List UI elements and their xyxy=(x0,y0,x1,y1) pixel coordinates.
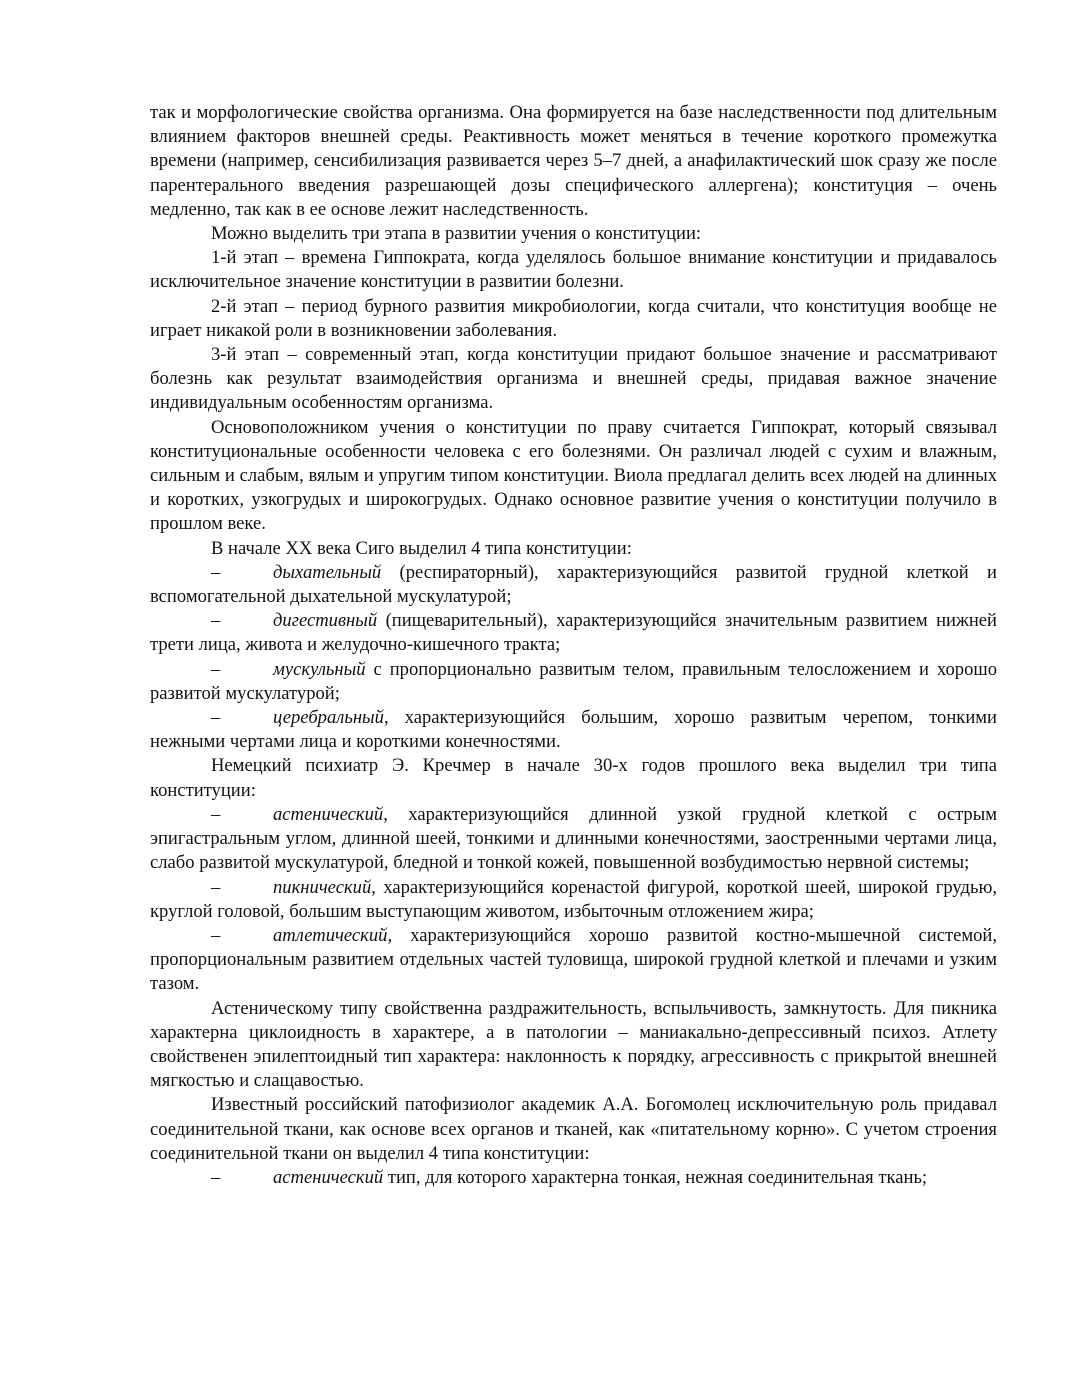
paragraph: Можно выделить три этапа в развитии учения о конституции: xyxy=(211,223,702,245)
list-item xyxy=(150,803,997,876)
list-text: (респираторный), характеризующийся развитой грудной клеткой и вспомогательной дыхательной мускулатурой; xyxy=(150,561,997,608)
paragraph: 1-й этап – времена Гиппократа, когда уделялось большое внимание конституции и придавалось исключительное значение конституции в развитии болезни. xyxy=(150,247,997,293)
list-text: тип, для которого характерна тонкая, нежная соединительная ткань; xyxy=(383,1166,928,1188)
dash-marker: – xyxy=(211,610,221,632)
list-text: , характеризующийся коренастой фигурой, короткой шеей, широкой грудью, круглой головой, большим выступающим животом, избыточным отложением жира; xyxy=(150,876,997,922)
dash-marker: – xyxy=(211,561,221,583)
list-item xyxy=(150,876,997,924)
list-term: дигестивный xyxy=(273,610,378,632)
list-text: , характеризующийся большим, хорошо развитым черепом, тонкими нежными чертами лица и короткими конечностями. xyxy=(150,707,997,753)
list-term: мускульный xyxy=(273,658,366,680)
dash-marker: – xyxy=(211,876,221,898)
list-term: атлетический, xyxy=(273,924,393,946)
list-term: пикнический xyxy=(273,876,372,898)
list-item xyxy=(150,609,997,657)
list-text: , характеризующийся длинной узкой грудной клеткой с острым эпигастральным углом, длинной шеей, тонкими и длинными конечностями, заостренными чертами лица, слабо развитой мускулатурой, бледной и тонкой кожей, повышенной возбудимостью нервной системы; xyxy=(150,803,997,874)
list-term: дыхательный xyxy=(273,561,382,583)
list-item xyxy=(150,924,997,997)
paragraph: В начале XX века Сиго выделил 4 типа конституции: xyxy=(211,537,632,559)
list-term: астенический xyxy=(273,803,384,825)
dash-marker: – xyxy=(211,658,221,680)
list-term: астенический xyxy=(273,1166,384,1188)
list-item xyxy=(150,658,997,706)
dash-marker: – xyxy=(211,1166,221,1188)
paragraph: так и морфологические свойства организма. Она формируется на базе наследственности под длительным влиянием факторов внешней среды. Реактивность может меняться в течение короткого промежутка времени (например, сенсибилизация развивается через 5–7 дней, а анафилактический шок сразу же после парентерального введения разрешающей дозы специфического аллергена); конституция – очень медленно, так как в ее основе лежит наследственность. xyxy=(150,102,997,220)
list-text: (пищеварительный), характеризующийся значительным развитием нижней трети лица, живота и желудочно-кишечного тракта; xyxy=(150,610,997,656)
list-text: с пропорционально развитым телом, правильным телосложением и хорошо развитой мускулатурой; xyxy=(150,658,997,704)
dash-marker: – xyxy=(211,803,221,825)
paragraph: 2-й этап – период бурного развития микробиологии, когда считали, что конституция вообще не играет никакой роли в возникновении заболевания. xyxy=(150,295,997,341)
dash-marker: – xyxy=(211,924,221,946)
list-text: характеризующийся хорошо развитой костно-мышечной системой, пропорциональным развитием отдельных частей туловища, широкой грудной клеткой и плечами и узким тазом. xyxy=(150,924,997,995)
paragraph: 3-й этап – современный этап, когда конституции придают большое значение и рассматривают болезнь как результат взаимодействия организма и внешней среды, придавая важное значение индивидуальным особенностям организма. xyxy=(150,344,997,414)
paragraph: Астеническому типу свойственна раздражительность, вспыльчивость, замкнутость. Для пикника характерна циклоидность в характере, а в патологии – маниакально-депрессивный психоз. Атлету свойственен эпилептоидный тип характера: наклонность к порядку, агрессивность с прикрытой внешней мягкостью и слащавостью. xyxy=(150,997,997,1092)
paragraph: Немецкий психиатр Э. Кречмер в начале 30-х годов прошлого века выделил три типа конституции: xyxy=(150,755,997,801)
paragraph: Известный российский патофизиолог академик А.А. Богомолец исключительную роль придавал соединительной ткани, как основе всех органов и тканей, как «питательному корню». С учетом строения соединительной ткани он выделил 4 типа конституции: xyxy=(150,1094,997,1164)
list-item xyxy=(150,706,997,754)
list-term: церебральный xyxy=(273,707,384,729)
list-item xyxy=(150,561,997,609)
dash-marker: – xyxy=(211,707,221,729)
document-page xyxy=(150,101,997,1190)
list-item xyxy=(150,1166,997,1190)
paragraph: Основоположником учения о конституции по праву считается Гиппократ, который связывал конституциональные особенности человека с его болезнями. Он различал людей с сухим и влажным, сильным и слабым, вялым и упругим типом конституции. Виола предлагал делить всех людей на длинных и коротких, узкогрудых и широкогрудых. Однако основное развитие учения о конституции получило в прошлом веке. xyxy=(150,416,997,535)
